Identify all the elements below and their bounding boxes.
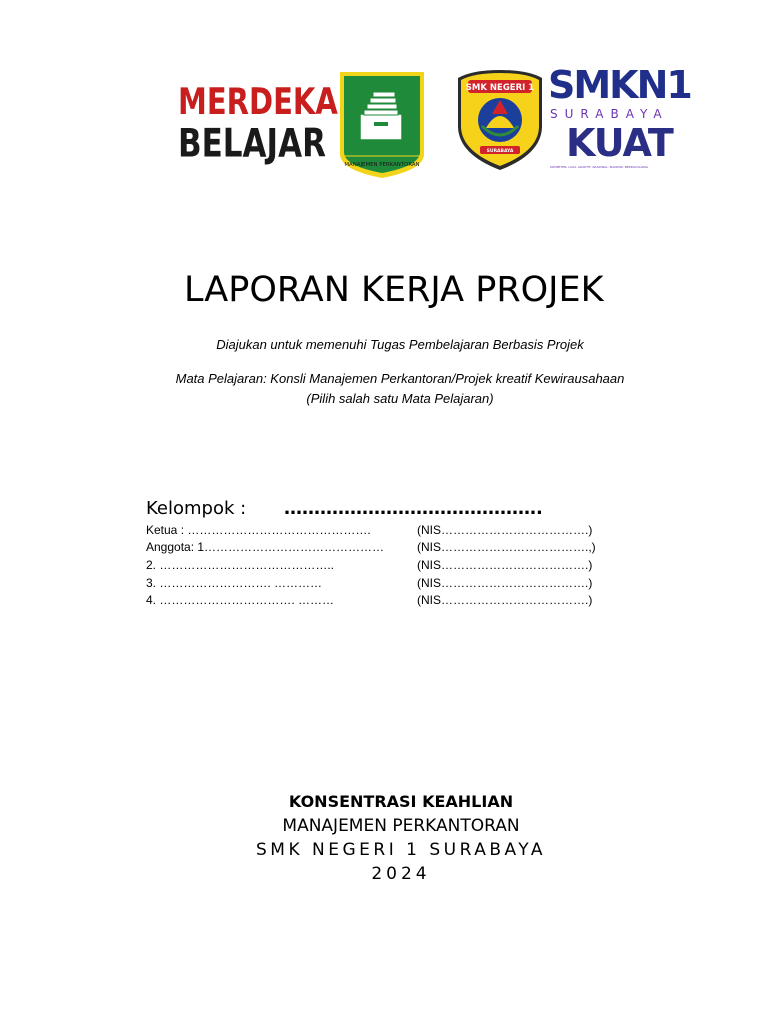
program-name: MANAJEMEN PERKANTORAN	[282, 816, 520, 836]
manajemen-logo-label: MANAJEMEN PERKANTORAN	[344, 162, 420, 168]
belajar-text: BELAJAR	[178, 121, 326, 167]
merdeka-belajar-logo	[178, 80, 338, 167]
surabaya-text: SURABAYA	[550, 107, 669, 121]
document-subtitle: Diajukan untuk memenuhi Tugas Pembelajaran Berbasis Projek	[216, 337, 584, 352]
anggota-row-3: 3. ………………………. …………	[146, 576, 323, 590]
mata-pelajaran-note: (Pilih salah satu Mata Pelajaran)	[306, 391, 494, 406]
anggota-nis-2: (NIS……………………………….)	[417, 558, 593, 572]
mata-pelajaran-block	[0, 369, 768, 409]
ketua-row: Ketua : ……………………………………….	[146, 523, 371, 537]
smk-badge-title: SMK NEGERI 1	[465, 83, 535, 93]
merdeka-text: MERDEKA	[178, 80, 338, 123]
kuat-tagline: KOMPETEN, LUAS, ADAPTIF, NASIONAL, MANDIRI, BERDAYASAING	[550, 165, 648, 169]
anggota-nis-4: (NIS……………………………….)	[417, 593, 593, 607]
smkn1-text: SMKN1	[548, 63, 691, 107]
anggota-row-4: 4. ……………………………. ………	[146, 593, 335, 607]
year: 2024	[371, 864, 431, 884]
smk-negeri-1-badge	[456, 68, 544, 172]
anggota-row-2: 2. ……………………………………..	[146, 558, 335, 572]
kelompok-label: Kelompok :	[146, 498, 247, 519]
smk-badge-city: SURABAYA	[486, 149, 514, 154]
school-name: SMK NEGERI 1 SURABAYA	[256, 840, 546, 860]
manajemen-perkantoran-logo	[338, 70, 426, 180]
document-title: LAPORAN KERJA PROJEK	[184, 270, 604, 310]
ketua-nis: (NIS……………………………….)	[417, 523, 593, 537]
kuat-text: KUAT	[566, 121, 673, 165]
anggota-nis-3: (NIS……………………………….)	[417, 576, 593, 590]
kelompok-name-field: …………………………………….	[284, 498, 543, 519]
anggota-row-1: Anggota: 1………………………………………	[146, 540, 385, 554]
anggota-nis-1: (NIS……………………………….,)	[417, 540, 596, 554]
smkn1-surabaya-kuat-logo	[548, 63, 691, 172]
konsentrasi-heading: KONSENTRASI KEAHLIAN	[288, 792, 514, 811]
mata-pelajaran-line: Mata Pelajaran: Konsli Manajemen Perkantoran/Projek kreatif Kewirausahaan	[175, 371, 625, 386]
